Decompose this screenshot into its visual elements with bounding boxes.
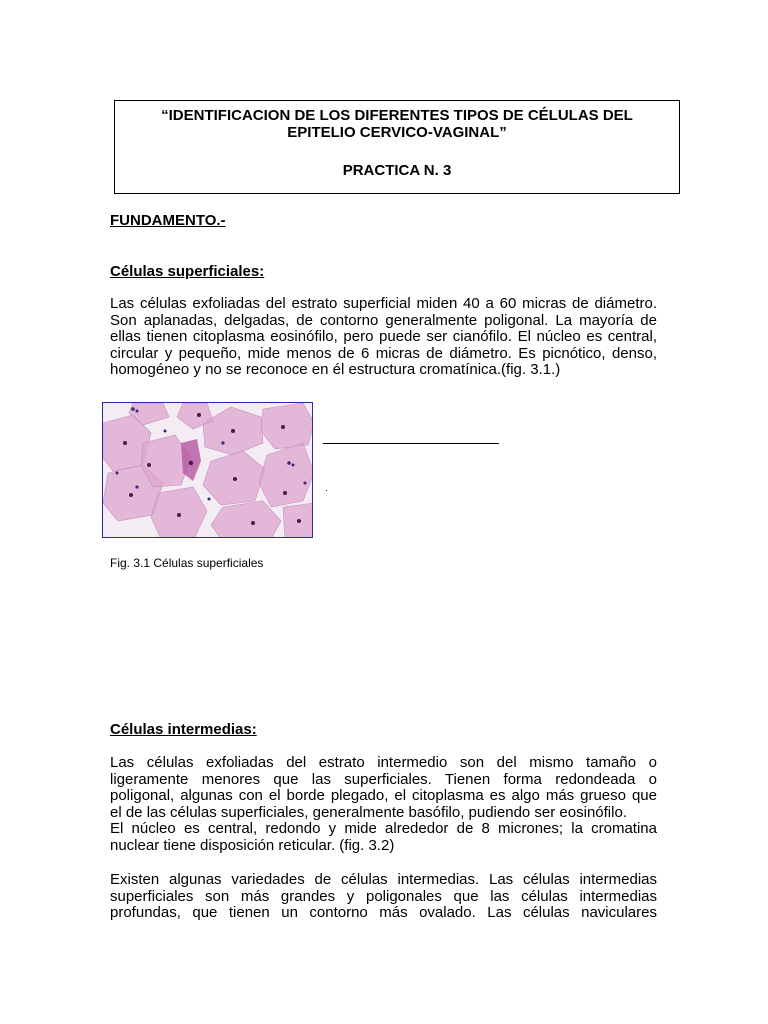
text-line: Las células exfoliadas del estrato intermedio son del mismo tamaño o: [110, 754, 657, 771]
blank-line: [323, 443, 499, 444]
intermedias-paragraph-2: [110, 872, 657, 922]
text-line: nuclear tiene disposición reticular. (fig. 3.2): [110, 836, 395, 854]
micrograph-superficial-cells: [102, 402, 313, 538]
figure-caption: Fig. 3.1 Células superficiales: [110, 556, 264, 570]
text-line: Son aplanadas, delgadas, de contorno generalmente poligonal. La mayoría de: [110, 311, 657, 329]
stray-dot: .: [325, 483, 328, 494]
text-line: profundas, que tienen un contorno más ovalado. Las células naviculares: [110, 904, 657, 921]
title-box: [114, 100, 680, 194]
practice-number: PRACTICA N. 3: [342, 162, 452, 179]
fundamento-heading: FUNDAMENTO.-: [110, 212, 226, 229]
superficiales-paragraph: [110, 296, 657, 379]
text-line: ligeramente menores que las superficiales. Tienen forma redondeada o: [110, 770, 657, 788]
title-line-2: EPITELIO CERVICO-VAGINAL”: [287, 124, 507, 141]
text-line: circular y pequeño, mide menos de 6 micras de diámetro. Es picnótico, denso,: [110, 344, 657, 362]
intermedias-heading: Células intermedias:: [110, 721, 257, 738]
intermedias-paragraph-1: [110, 755, 657, 854]
title-line-1: “IDENTIFICACION DE LOS DIFERENTES TIPOS DE CÉLULAS DEL: [161, 107, 633, 124]
text-line: Existen algunas variedades de células intermedias. Las células intermedias: [110, 871, 657, 888]
cells-illustration: [103, 403, 313, 538]
text-line: El núcleo es central, redondo y mide alrededor de 8 micrones; la cromatina: [110, 820, 657, 837]
text-line: Las células exfoliadas del estrato superficial miden 40 a 60 micras de diámetro.: [110, 295, 657, 312]
text-line: ellas tienen citoplasma eosinófilo, pero puede ser cianófilo. El núcleo es central,: [110, 328, 657, 345]
text-line: homogéneo y no se reconoce en él estructura cromatínica.(fig. 3.1.): [110, 361, 561, 378]
text-line: poligonal, algunas con el borde plegado, el citoplasma es algo más grueso que: [110, 787, 657, 804]
superficiales-heading: Células superficiales:: [110, 263, 265, 280]
text-line: el de las células superficiales, generalmente basófilo, pudiendo ser eosinófilo.: [110, 803, 627, 821]
text-line: superficiales son más grandes y poligonales que las células intermedias: [110, 887, 657, 905]
